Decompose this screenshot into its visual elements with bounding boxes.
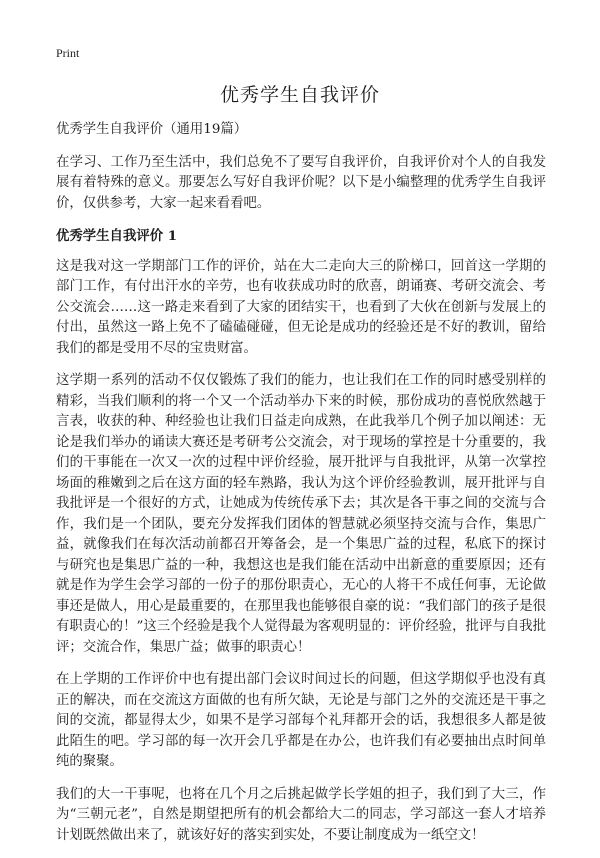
body-paragraph: 这学期一系列的活动不仅仅锻炼了我们的能力，也让我们在工作的同时感受别样的精彩，当我们顺利的将一个又一个活动举办下来的时候，那份成功的喜悦欣然越于言表，收获的种、种经验也让我们日益走向成熟，在此我举几个例子加以阐述：无论是我们举办的诵读大赛还是考研考公交流会，对于现场的掌控是十分重要的，我们的干事能在一次又一次的过程中评价经验，展开批评与自我批评，从第一次掌控场面的稚嫩到之后在这方面的轻车熟路，我认为这个评价经验教训，展开批评与自我批评是一个很好的方式，让她成为传统传承下去；其次是各干事之间的交流与合作，我们是一个团队，要充分发挥我们团体的智慧就必须坚持交流与合作，集思广益，就像我们在每次活动前都召开筹备会，是一个集思广益的过程，私底下的探讨与研究也是集思广益的一种，我想这也是我们能在活动中出新意的重要原因；还有就是作为学生会学习部的一份子的那份职责心，无心的人将干不成任何事，无论做事还是做人，用心是最重要的，在那里我也能够很自豪的说：“我们部门的孩子是很有职责心的！”这三个经验是我个人觉得最为客观明显的：评价经验，批评与自我批评；交流合作，集思广益；做事的职责心！ bbox=[56, 373, 546, 655]
print-link[interactable]: Print bbox=[56, 46, 80, 60]
intro-paragraph: 在学习、工作乃至生活中，我们总免不了要写自我评价，自我评价对个人的自我发展有着特殊的意义。那要怎么写好自我评价呢？以下是小编整理的优秀学生自我评价，仅供参考，大家一起来看看吧。 bbox=[56, 154, 546, 211]
body-paragraph: 在上学期的工作评价中也有提出部门会议时间过长的问题，但这学期似乎也没有真正的解决，而在交流这方面做的也有所欠缺，无论是与部门之外的交流还是干事之间的交流，都显得太少，如果不是学习部每个礼拜都开会的话，我想很多人都是彼此陌生的吧。学习部的每一次开会几乎都是在办公，也许我们有必要抽出点时间单纯的聚聚。 bbox=[56, 672, 546, 769]
page-title: 优秀学生自我评价 bbox=[219, 84, 380, 106]
body-paragraph: 我们的大一干事呢，也将在几个月之后挑起做学长学姐的担子，我们到了大三，作为“三朝元老”，自然是期望把所有的机会都给大二的同志，学习部这一套人才培养计划既然做出来了，就该好好的落实到实处，不要让制度成为一纸空文！ bbox=[56, 786, 546, 843]
article-subtitle: 优秀学生自我评价（通用19篇） bbox=[56, 122, 248, 137]
article-body bbox=[56, 120, 546, 858]
section-heading: 优秀学生自我评价 1 bbox=[56, 228, 178, 244]
body-paragraph: 这是我对这一学期部门工作的评价，站在大二走向大三的阶梯口，回首这一学期的部门工作，有付出汗水的辛劳，也有收获成功时的欣喜，朗诵赛、考研交流会、考公交流会……这一路走来看到了大家的团结实干，也看到了大伙在创新与发展上的付出，虽然这一路上免不了磕磕碰碰，但无论是成功的经验还是不好的教训，留给我们的都是受用不尽的宝贵财富。 bbox=[56, 258, 546, 356]
